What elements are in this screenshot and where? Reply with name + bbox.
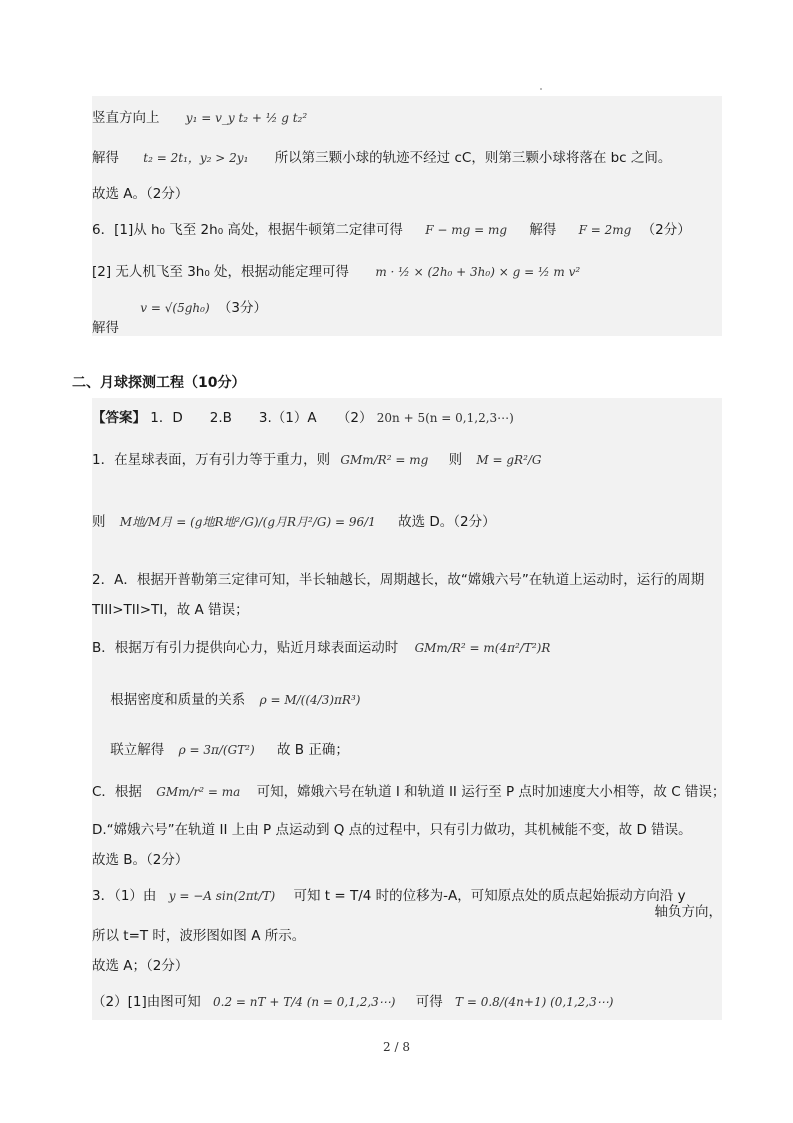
page-number: 2 / 8 (383, 1040, 410, 1054)
line-q2d: D.“嫦娥六号”在轨道 II 上由 P 点运动到 Q 点的过程中，只有引力做功，其机械能不变，故 D 错误。 (92, 822, 692, 838)
line-q2b-result: 联立解得 ρ = 3π/(GT²) 故 B 正确； (110, 742, 349, 758)
formula: ρ = 3π/(GT²) (178, 743, 255, 757)
line-q2a: 2．A．根据开普勒第三定律可知，半长轴越长，周期越长，故“嫦娥六号”在轨道上运动时，运行的周期 (92, 572, 705, 588)
formula: 20n + 5(n = 0,1,2,3⋯) (376, 411, 514, 425)
line-q2-choose-b: 故选 B。（2分） (92, 852, 189, 868)
formula: y = −A sin(2πt/T) (168, 889, 276, 903)
formula: GMm/r² = ma (156, 785, 241, 799)
line-q2b: B．根据万有引力提供向心力，贴近月球表面运动时 GMm/R² = m(4π²/T²)R (92, 640, 551, 656)
line-q3c: 故选 A；（2分） (92, 958, 189, 974)
line-q6-part2: [2] 无人机飞至 3h₀ 处，根据动能定理可得 m · ½ × (2h₀ + 3h₀) × g = ½ m v² (92, 264, 581, 280)
formula: t₂ = 2t₁，y₂ > 2y₁ (143, 151, 249, 165)
line-vertical-direction: 竖直方向上 y₁ = v_y t₂ + ½ g t₂² (92, 110, 308, 126)
line-q3a: 3．（1）由 y = −A sin(2πt/T) 可知 t = T/4 时的位移为-A，可知原点处的质点起始振动方向沿 y (92, 888, 686, 904)
formula: y₁ = v_y t₂ + ½ g t₂² (185, 111, 308, 125)
line-q3d: （2）[1]由图可知 0.2 = nT + T/4 (n = 0,1,2,3⋯) 可得 T = 0.8/(4n+1) (0,1,2,3⋯) (92, 994, 614, 1010)
formula: M地/M月 = (g地R地²/G)/(g月R月²/G) = 96/1 (119, 515, 376, 529)
line-q3a-cont: 轴负方向， (654, 904, 722, 920)
line-q2a-periods: TIII>TII>TI，故 A 错误； (92, 602, 249, 618)
line-v-result: v = √(5gh₀) （3分） (140, 300, 268, 316)
formula: 0.2 = nT + T/4 (n = 0,1,2,3⋯) (213, 995, 396, 1009)
formula: m · ½ × (2h₀ + 3h₀) × g = ½ m v² (375, 265, 581, 279)
line-q6-part1: 6．[1]从 h₀ 飞至 2h₀ 高处，根据牛顿第二定律可得 F − mg = mg 解得 F = 2mg （2分） (92, 222, 691, 238)
speck (540, 88, 542, 90)
line-q1-ratio: 则 M地/M月 = (g地R地²/G)/(g月R月²/G) = 96/1 故选 D。（2分） (92, 514, 496, 530)
line-answers: 【答案】 1．D 2.B 3.（1）A （2） 20n + 5(n = 0,1,2,3⋯) (92, 410, 514, 426)
section-title: 二、月球探测工程（10分） (72, 375, 246, 391)
formula: M = gR²/G (476, 453, 542, 467)
line-solve-label: 解得 (92, 320, 119, 336)
formula: ρ = M/((4/3)πR³) (259, 693, 361, 707)
formula: F = 2mg (578, 223, 632, 237)
line-q2c: C．根据 GMm/r² = ma 可知，嫦娥六号在轨道 I 和轨道 II 运行至 P 点时加速度大小相等，故 C 错误； (92, 784, 726, 800)
line-q1: 1．在星球表面，万有引力等于重力，则 GMm/R² = mg 则 M = gR²/G (92, 452, 542, 468)
formula: GMm/R² = m(4π²/T²)R (414, 641, 551, 655)
line-choose-a: 故选 A。（2分） (92, 186, 189, 202)
formula: T = 0.8/(4n+1) (0,1,2,3⋯) (455, 995, 614, 1009)
line-q2b-density: 根据密度和质量的关系 ρ = M/((4/3)πR³) (110, 692, 361, 708)
formula: F − mg = mg (425, 223, 508, 237)
line-solve-t2: 解得 t₂ = 2t₁，y₂ > 2y₁ 所以第三颗小球的轨迹不经过 cC，则第三颗小球将落在 bc 之间。 (92, 150, 672, 166)
line-q3b: 所以 t=T 时，波形图如图 A 所示。 (92, 928, 306, 944)
formula: GMm/R² = mg (340, 453, 429, 467)
formula: v = √(5gh₀) (140, 301, 210, 315)
